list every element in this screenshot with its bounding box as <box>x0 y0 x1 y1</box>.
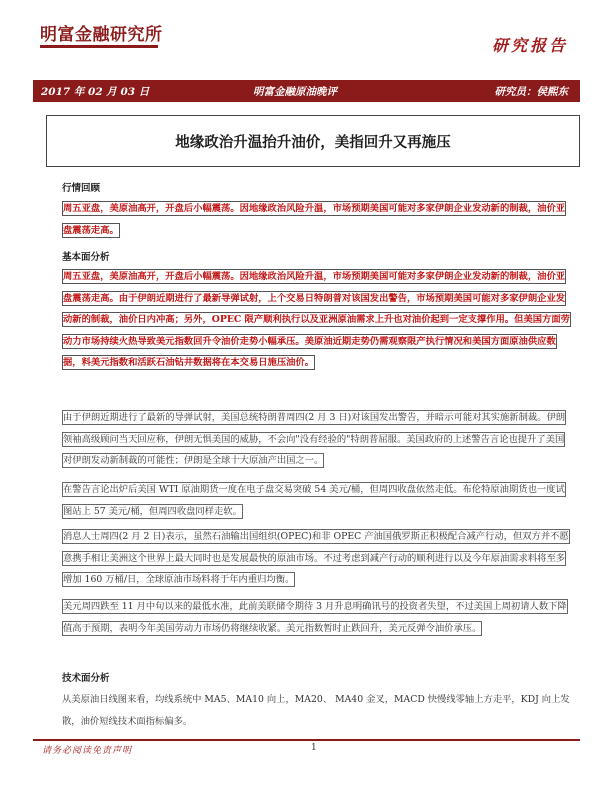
disclaimer-link[interactable]: 请务必阅读免责声明 <box>42 746 133 756</box>
market-review-text-content: 周五亚盘，美原油高开，开盘后小幅震荡。因地缘政治风险升温，市场预期美国可能对多家伊朗企业发动新的制裁，油价亚盘震荡走高。 <box>63 203 566 236</box>
fundamentals-summary-content: 周五亚盘，美原油高开，开盘后小幅震荡。因地缘政治风险升温，市场预期美国可能对多家伊朗企业发动新的制裁，油价亚盘震荡走高。由于伊朗近期进行了最新导弹试射，上个交易日特朗普对该国发出警告，市场预期美国可能对多家伊朗企业发动新的制裁，油价日内冲高；另外，OPEC 限产顺利执行以及亚洲原油需求上升也对油价起到一定支撑作用。但美国方面劳动力市场持续火热导致美元指数回升令油价走势小幅承压。美原油近期走势仍需观察限产执行情况和美国方面原油供应数据，料美元指数和活跃石油钻井数据将在本交易日施压油价。 <box>63 271 570 368</box>
market-review-heading: 行情回顾 <box>62 183 101 194</box>
body-paragraph <box>62 479 572 522</box>
technical-heading: 技术面分析 <box>62 673 110 684</box>
paragraph-4: 美元周四跌至 11 月中旬以来的最低水准，此前美联储令期待 3 月升息明确讯号的投资者失望，不过美国上周初请人数下降值高于预期，表明今年美国劳动力市场仍将继续收紧。美元指数暂时止跌回升，美元反弹令油价承压。 <box>63 601 567 634</box>
report-title: 地缘政治升温抬升油价，美指回升又再施压 <box>175 134 451 151</box>
body-paragraph <box>62 407 572 472</box>
fundamentals-summary <box>62 266 570 374</box>
paragraph-1: 由于伊朗近期进行了最新的导弹试射，美国总统特朗普周四(2 月 3 日)对该国发出警告，并暗示可能对其实施新制裁。伊朗领袖高级顾问当天回应称，伊朗无惧美国的威胁，不会向"没有经验的"特朗普屈服。美国政府的上述警告言论也提升了美国对伊朗发动新制裁的可能性；伊朗是全球十大原油产出国之一。 <box>63 412 566 466</box>
report-type-label: 研究报告 <box>491 36 568 55</box>
report-series: 明富金融原油晚评 <box>253 86 337 98</box>
title-box <box>46 115 580 167</box>
technical-text: 从美原油日线图来看，均线系统中 MA5、MA10 向上，MA20、 MA40 金叉，MACD 快慢线零轴上方走平，KDJ 向上发散，油价短线技术面指标偏多。 <box>62 694 570 727</box>
page-number: 1 <box>311 743 317 753</box>
logo-underline <box>40 45 158 48</box>
body-paragraph <box>62 526 572 591</box>
body-paragraph <box>62 596 572 639</box>
fundamentals-heading: 基本面分析 <box>62 252 110 263</box>
footer-divider <box>33 739 580 741</box>
report-date: 2017 年 02 月 03 日 <box>41 86 150 98</box>
header-banner <box>33 80 580 102</box>
paragraph-3: 消息人士周四(2 月 2 日)表示，虽然石油输出国组织(OPEC)和非 OPEC 产油国俄罗斯正积极配合减产行动，但双方并不愿意携手相让美洲这个世界上最大同时也是发展最快的原油市场。不过考虑到减产行动的顺利进行以及今年原油需求料将至多增加 160 万桶/日，全球原油市场料将于年内重归均衡。 <box>63 531 569 585</box>
analyst-name: 研究员：侯熙东 <box>494 86 568 98</box>
market-review-text <box>62 198 570 241</box>
company-logo: 明富金融研究所 <box>40 25 163 45</box>
paragraph-2: 在警告言论出炉后美国 WTI 原油期货一度在电子盘交易突破 54 美元/桶，但周四收盘依然走低。布伦特原油期货也一度试图站上 57 美元/桶，但周四收盘同样走软。 <box>63 484 565 517</box>
